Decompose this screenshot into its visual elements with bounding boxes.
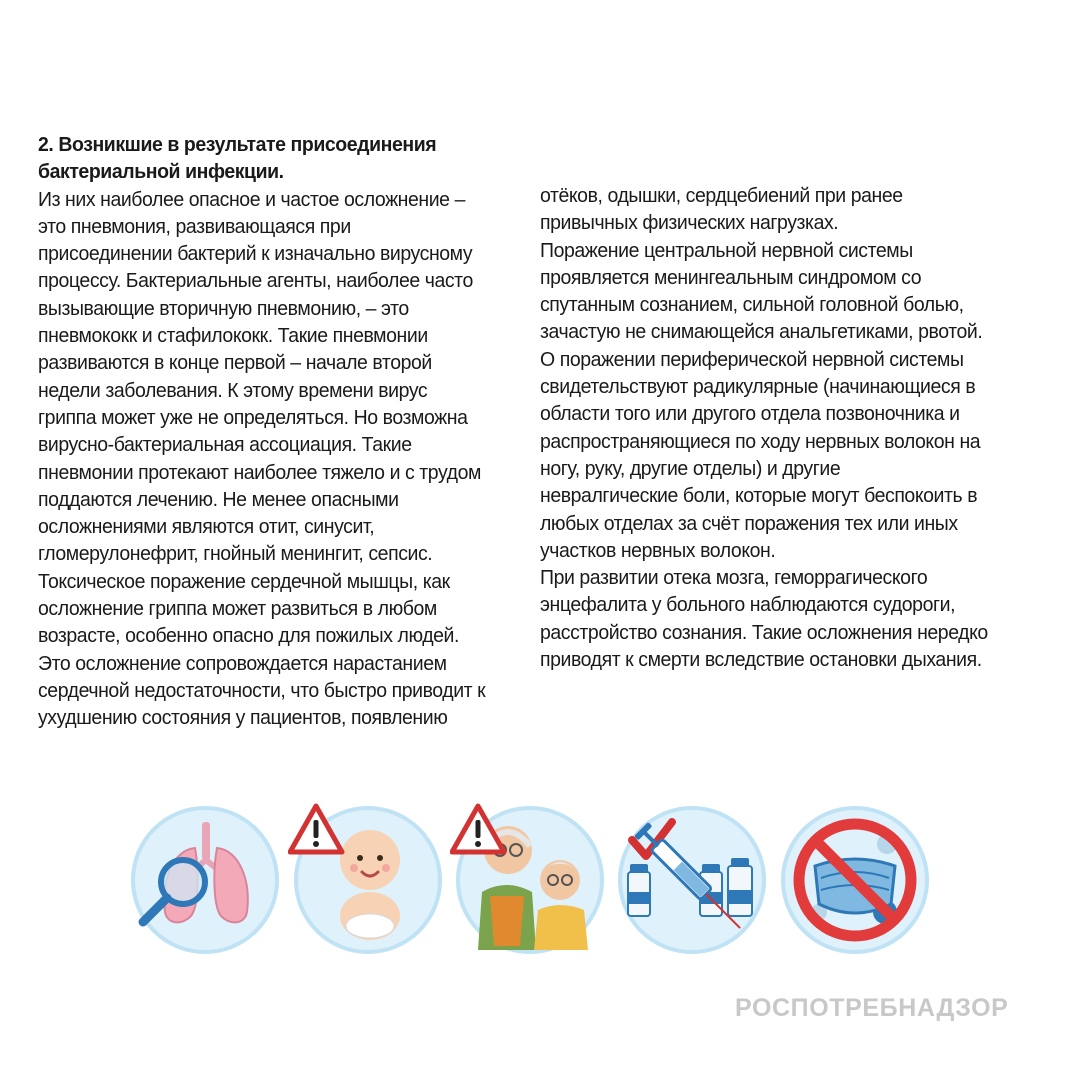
- body-line: свидетельствуют радикулярные (начинающиеся в: [540, 375, 976, 399]
- body-line: Это осложнение сопровождается нарастанием: [38, 651, 447, 675]
- body-line: области того или другого отдела позвоночника и: [540, 402, 960, 426]
- body-line: привычных физических нагрузках.: [540, 211, 839, 235]
- lungs-magnifier-icon: [125, 800, 285, 960]
- body-line: вирусно-бактериальная ассоциация. Такие: [38, 433, 412, 457]
- left-text-column: [38, 131, 518, 732]
- body-line: присоединении бактерий к изначально вирусному: [38, 242, 473, 266]
- body-line: это пневмония, развивающаяся при: [38, 214, 351, 238]
- body-line: гломерулонефрит, гнойный менингит, сепсис.: [38, 542, 433, 566]
- body-line: поддаются лечению. Не менее опасными: [38, 487, 399, 511]
- body-line: пневмонии протекают наиболее тяжело и с трудом: [38, 460, 481, 484]
- body-line: возрасте, особенно опасно для пожилых людей.: [38, 624, 459, 648]
- body-line: ногу, руку, другие отделы) и другие: [540, 456, 841, 480]
- baby-warning-icon: [288, 800, 448, 960]
- body-line: развиваются в конце первой – начале второй: [38, 351, 432, 375]
- body-line: процессу. Бактериальные агенты, наиболее часто: [38, 269, 473, 293]
- elderly-couple-warning-icon: [450, 800, 610, 960]
- body-line: невралгические боли, которые могут беспокоить в: [540, 484, 978, 508]
- body-line: Поражение центральной нервной системы: [540, 238, 913, 262]
- body-line: О поражении периферической нервной системы: [540, 347, 964, 371]
- body-line: вызывающие вторичную пневмонию, – это: [38, 296, 409, 320]
- body-line: проявляется менингеальным синдромом со: [540, 265, 922, 289]
- section-heading-line-2: бактериальной инфекции.: [38, 160, 284, 184]
- body-line: отёков, одышки, сердцебиений при ранее: [540, 184, 903, 207]
- body-line: Из них наиболее опасное и частое осложнение –: [38, 187, 465, 211]
- body-line: осложнениями являются отит, синусит,: [38, 515, 375, 539]
- body-line: При развитии отека мозга, геморрагического: [540, 566, 928, 590]
- vaccine-syringe-icon: [612, 800, 772, 960]
- body-line: распространяющиеся по ходу нервных волокон на: [540, 429, 981, 453]
- right-text-column: [540, 182, 1034, 673]
- section-heading-line-1: 2. Возникшие в результате присоединения: [38, 133, 437, 156]
- body-line: недели заболевания. К этому времени вирус: [38, 378, 428, 402]
- body-line: спутанным сознанием, сильной головной болью,: [540, 293, 964, 317]
- rospotrebnadzor-logo-text: РОСПОТРЕБНАДЗОР: [735, 994, 1009, 1022]
- body-line: сердечной недостаточности, что быстро приводит к: [38, 678, 486, 702]
- body-line: осложнение гриппа может развиться в любом: [38, 597, 437, 621]
- no-mask-virus-icon: [775, 800, 935, 960]
- body-line: ухудшению состояния у пациентов, появлению: [38, 706, 448, 730]
- body-line: пневмококк и стафилококк. Такие пневмонии: [38, 324, 428, 348]
- body-line: расстройство сознания. Такие осложнения нередко: [540, 620, 988, 644]
- body-line: любых отделах за счёт поражения тех или иных: [540, 511, 958, 535]
- body-line: участков нервных волокон.: [540, 538, 776, 562]
- body-line: гриппа может уже не определяться. Но возможна: [38, 405, 468, 429]
- body-line: Токсическое поражение сердечной мышцы, как: [38, 569, 450, 593]
- body-line: зачастую не снимающейся анальгетиками, рвотой.: [540, 320, 983, 344]
- body-line: приводят к смерти вследствие остановки дыхания.: [540, 648, 982, 672]
- body-line: энцефалита у больного наблюдаются судороги,: [540, 593, 956, 617]
